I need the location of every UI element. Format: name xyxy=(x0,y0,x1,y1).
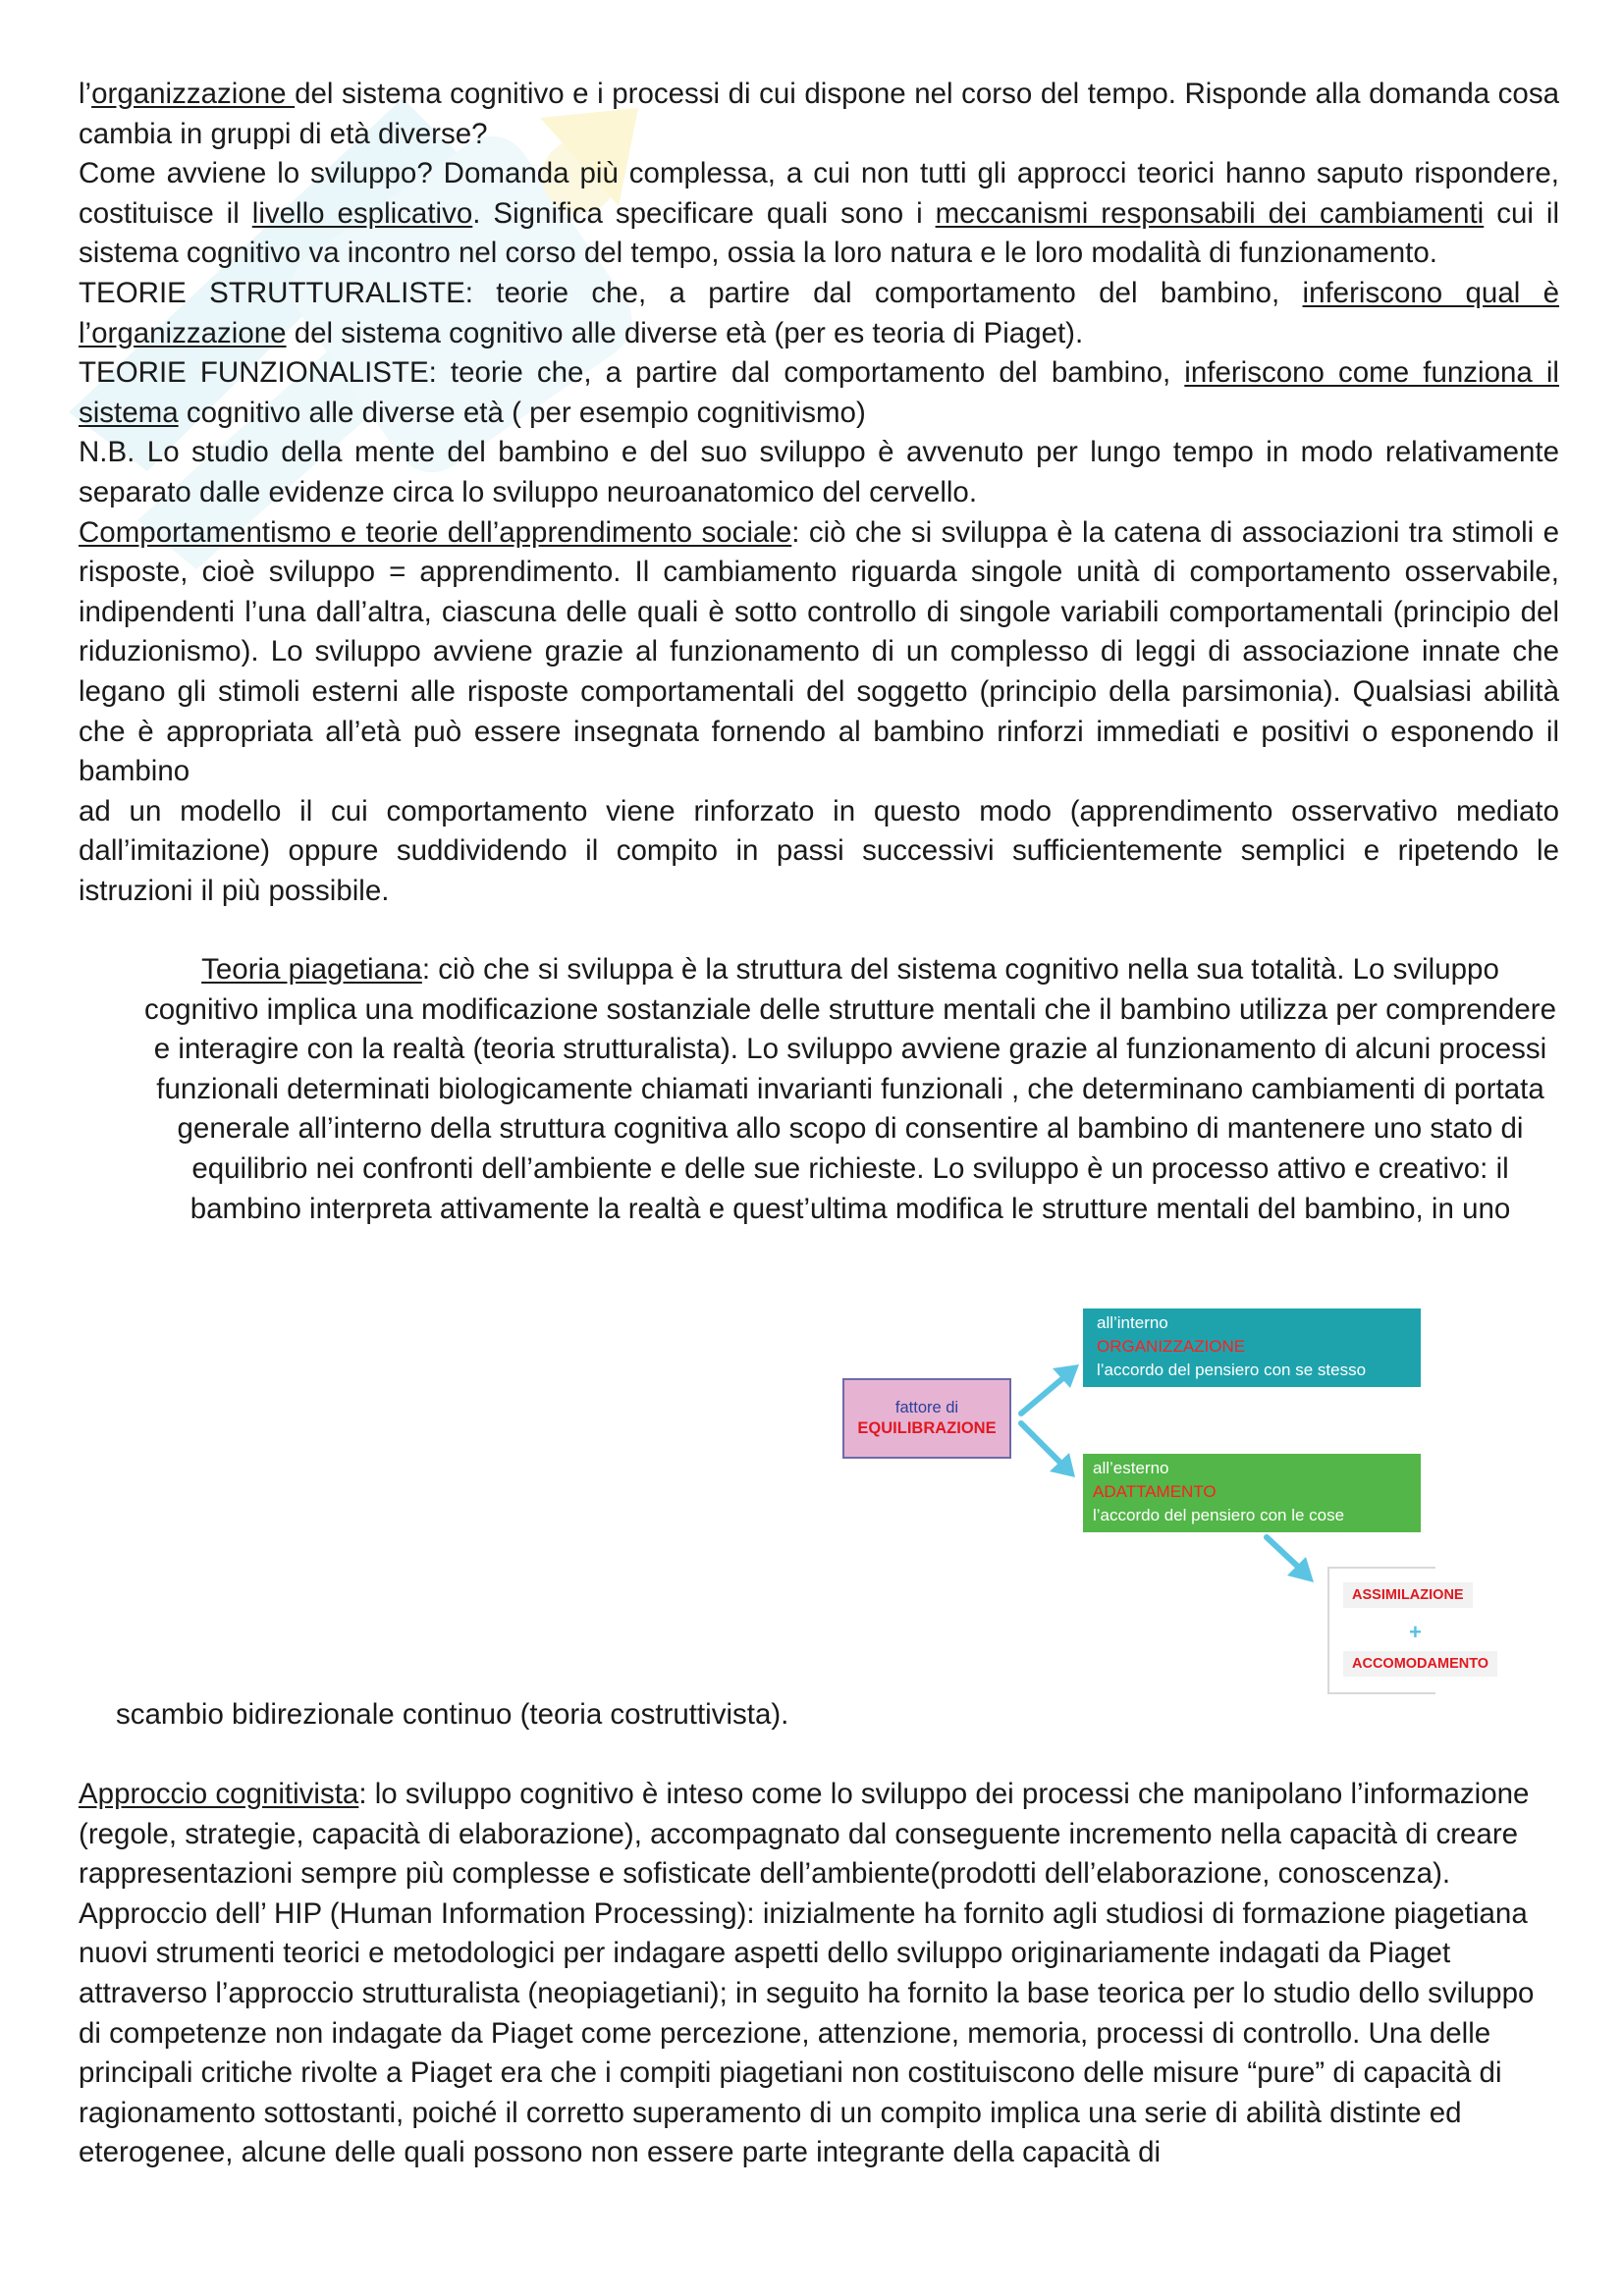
paragraph-nota-bene xyxy=(79,433,1559,512)
paragraph-approccio-cognitivista xyxy=(79,1775,1559,1895)
piaget-text-block xyxy=(79,950,1559,1229)
equilibrazione-box xyxy=(842,1378,1011,1459)
underlined-term: Approccio cognitivista xyxy=(79,1778,359,1810)
text-run: Come avviene lo sviluppo? Domanda più complessa, a cui non tutti gli approcci teorici hanno saputo rispondere, costituisce il xyxy=(79,157,1559,230)
equilibrazione-label: EQUILIBRAZIONE xyxy=(857,1419,997,1437)
paragraph-teoria-piagetiana xyxy=(79,950,1559,1229)
paragraph-organizzazione xyxy=(79,75,1559,154)
text-run: : ciò che si sviluppa è la struttura del sistema cognitivo nella sua totalità. Lo sviluppo cognitivo implica una modificazione sostanziale delle strutture mentali che il bambino utilizza per comprendere e interagire con la realtà (teoria strutturalista). Lo sviluppo avviene grazie al funzionamento di alcuni processi funzionali determinati biologicamente chiamati invarianti funzionali , che determinano cambiamenti di portata generale all’interno della struttura cognitiva allo scopo di consentire al bambino di mantenere uno stato di equilibrio nei confronti dell’ambiente e delle sue richieste. Lo sviluppo è un processo attivo e creativo: il bambino interpreta attivamente la realtà e quest’ultima modifica le strutture mentali del bambino, in uno xyxy=(143,953,1557,1225)
equilibrazione-caption: fattore di xyxy=(894,1399,959,1416)
paragraph-come-avviene xyxy=(79,154,1559,274)
arrowhead-assimilazione-icon xyxy=(1287,1557,1314,1582)
text-run: : lo sviluppo cognitivo è inteso come lo sviluppo dei processi che manipolano l’informazione (regole, strategie, capacità di elaborazione), accompagnato dal conseguente incremento nella capacità di creare rappresentazioni sempre più complesse e sofisticate dell’ambiente(prodotti dell’elaborazione, conoscenza). xyxy=(79,1778,1530,1891)
underlined-term: Comportamentismo e teorie dell’apprendimento sociale xyxy=(79,515,792,549)
piaget-paragraph-tail: scambio bidirezionale continuo (teoria costruttivista). xyxy=(116,1698,789,1731)
organizzazione-label: ORGANIZZAZIONE xyxy=(1097,1337,1246,1356)
text-run: N.B. Lo studio della mente del bambino e del suo sviluppo è avvenuto per lungo tempo in modo relativamente separato dalle evidenze circa lo sviluppo neuroanatomico del cervello. xyxy=(79,436,1559,508)
text-run: del sistema cognitivo alle diverse età (per es teoria di Piaget). xyxy=(286,316,1084,349)
text-run: l’ xyxy=(79,78,92,110)
text-run: TEORIE FUNZIONALISTE: teorie che, a partire dal comportamento del bambino, xyxy=(79,356,1185,390)
adattamento-description: l’accordo del pensiero con le cose xyxy=(1093,1506,1345,1524)
assimilazione-label: ASSIMILAZIONE xyxy=(1343,1582,1473,1608)
text-run: TEORIE STRUTTURALISTE: teorie che, a partire dal comportamento del bambino, xyxy=(79,276,1303,309)
text-run: Approccio dell’ HIP (Human Information Processing): inizialmente ha fornito agli studiosi di formazione piagetiana nuovi strumenti teorici e metodologici per indagare aspetti dello sviluppo originariamente indagati da Piaget attraverso l’approccio strutturalista (neopiagetiani); in seguito ha fornito la base teorica per lo studio dello sviluppo di competenze non indagate da Piaget come percezione, attenzione, memoria, processi di controllo. Una delle principali critiche rivolte a Piaget era che i compiti piagetiani non costituiscono delle misure “pure” di capacità di ragionamento sottostanti, poiché il corretto superamento di un compito implica una serie di abilità distinte ed eterogenee, alcune delle quali possono non essere parte integrante della capacità di xyxy=(79,1896,1535,2169)
adattamento-box xyxy=(1083,1454,1421,1532)
underlined-term: inferiscono qual è l’organizzazione xyxy=(79,276,1560,349)
underlined-term: livello esplicativo xyxy=(251,196,473,230)
arrowhead-organizzazione-icon xyxy=(1053,1364,1079,1388)
underlined-term: organizzazione xyxy=(91,78,296,110)
underlined-term: meccanismi responsabili dei cambiamenti xyxy=(935,196,1485,230)
text-run: cognitivo alle diverse età ( per esempio cognitivismo) xyxy=(178,396,866,429)
text-run: : ciò che si sviluppa è la catena di associazioni tra stimoli e risposte, cioè sviluppo = apprendimento. Il cambiamento riguarda singole unità di comportamento osservabile, indipendenti l’una dall’altra, ciascuna delle quali è sotto controllo di singole variabili comportamentali (principio del riduzionismo). Lo sviluppo avviene grazie al funzionamento di un complesso di leggi di associazione innate che legano gli stimoli esterni alle risposte comportamentali del soggetto (principio della parsimonia). Qualsiasi abilità che è appropriata all’età può essere insegnata fornendo al bambino rinforzi immediati e positivi o esponendo il bambino xyxy=(79,515,1560,788)
paragraph-teorie-funzionaliste xyxy=(79,353,1559,433)
organizzazione-box xyxy=(1083,1308,1421,1387)
arrow-to-adattamento-icon xyxy=(1021,1423,1062,1465)
adattamento-label: ADATTAMENTO xyxy=(1093,1482,1217,1501)
intro-text-block xyxy=(79,75,1559,911)
paragraph-teorie-strutturaliste xyxy=(79,274,1559,353)
cognitivist-text-block xyxy=(79,1775,1559,2173)
underlined-term: inferiscono come funziona il sistema xyxy=(79,356,1559,429)
arrowhead-adattamento-icon xyxy=(1050,1453,1075,1477)
underlined-term: Teoria piagetiana xyxy=(201,953,422,986)
accomodamento-label: ACCOMODAMENTO xyxy=(1343,1651,1497,1677)
paragraph-comportamentismo xyxy=(79,513,1559,792)
arrow-to-organizzazione-icon xyxy=(1021,1376,1065,1414)
arrow-to-assimilazione-icon xyxy=(1267,1537,1298,1567)
paragraph-modello xyxy=(79,792,1559,912)
organizzazione-caption: all’interno xyxy=(1097,1313,1168,1332)
paragraph-approccio-hip xyxy=(79,1895,1559,2173)
plus-sign: + xyxy=(1409,1620,1422,1644)
text-run: del sistema cognitivo e i processi di cui dispone nel corso del tempo. Risponde alla domanda cosa cambia in gruppi di età diverse? xyxy=(79,78,1559,150)
organizzazione-description: l’accordo del pensiero con se stesso xyxy=(1097,1361,1367,1379)
text-run: . Significa specificare quali sono i xyxy=(472,196,936,230)
assimilazione-accomodamento-box xyxy=(1327,1567,1489,1694)
text-run: ad un modello il cui comportamento viene rinforzato in questo modo (apprendimento osservativo mediato dall’imitazione) oppure suddividendo il compito in passi successivi sufficientemente semplici e ripetendo le istruzioni il più possibile. xyxy=(79,794,1559,907)
adattamento-caption: all’esterno xyxy=(1093,1459,1169,1477)
text-run: cui il sistema cognitivo va incontro nel corso del tempo, ossia la loro natura e le loro modalità di funzionamento. xyxy=(79,196,1559,270)
